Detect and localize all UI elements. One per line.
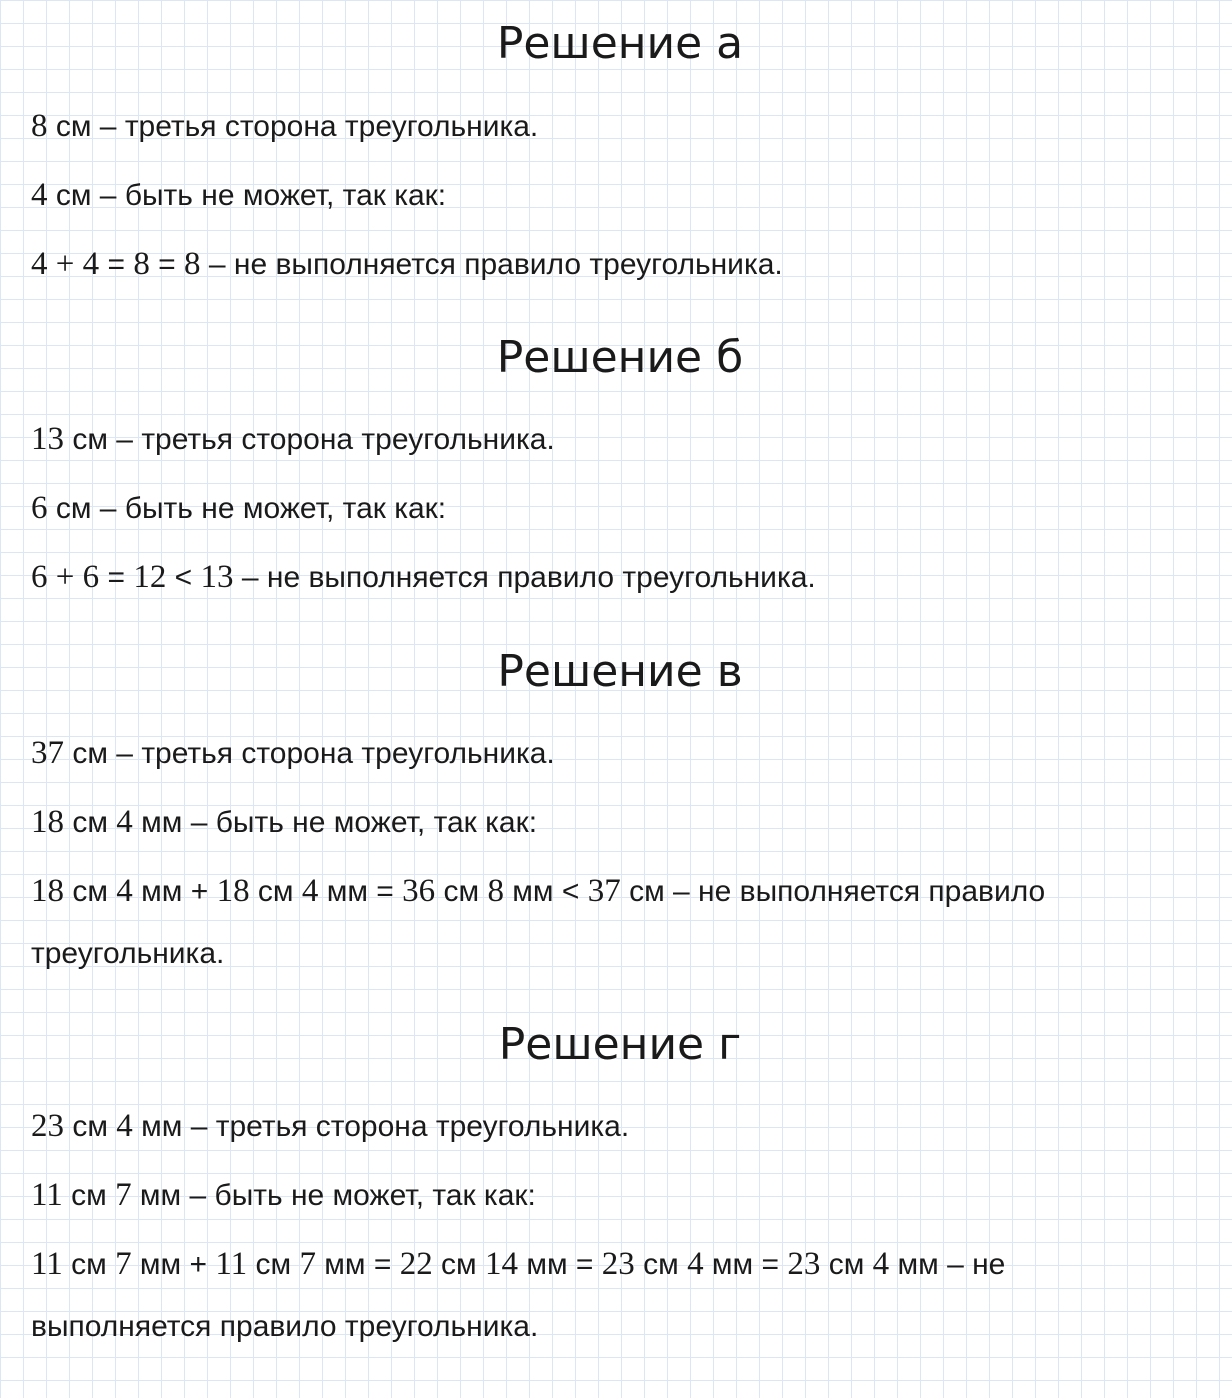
math-number: 12	[133, 559, 167, 595]
line-text: мм =	[703, 1248, 788, 1281]
section-v-line-4	[31, 939, 224, 969]
line-text: см	[64, 806, 117, 839]
line-text: см	[64, 1110, 117, 1143]
section-v-line-2	[31, 806, 537, 839]
section-v-line-1	[31, 737, 555, 770]
math-number: 8	[31, 108, 48, 144]
line-text: см – третья сторона треугольника.	[64, 737, 555, 770]
section-g-line-4	[31, 1312, 538, 1342]
section-b-line-3	[31, 561, 816, 594]
line-text: см	[249, 875, 302, 908]
math-number: 37	[31, 735, 64, 771]
math-number: 11	[215, 1246, 248, 1282]
line-text: мм +	[132, 875, 217, 908]
line-text: мм – не	[889, 1248, 1006, 1281]
line-text: =	[99, 248, 134, 281]
math-number: 4	[31, 177, 48, 213]
math-number: 4	[872, 1246, 890, 1282]
math-number: 6	[31, 490, 48, 526]
line-text: мм =	[315, 1248, 400, 1281]
section-b-line-1	[31, 423, 555, 456]
math-number: 23	[787, 1246, 821, 1282]
math-number: 13	[31, 421, 64, 457]
line-text: см	[247, 1248, 300, 1281]
math-number: 4	[116, 1108, 133, 1144]
math-number: 7	[299, 1246, 316, 1282]
line-text: см	[432, 1248, 486, 1281]
line-text: см – третья сторона треугольника.	[47, 110, 539, 143]
math-number: 18	[31, 873, 64, 909]
line-text: – не выполняется правило треугольника.	[233, 561, 816, 594]
section-title-a: Решение а	[496, 18, 744, 69]
line-text: см	[820, 1248, 873, 1281]
line-text: см	[64, 875, 117, 908]
math-number: 8	[487, 873, 504, 909]
line-text: мм =	[318, 875, 403, 908]
math-number: 23	[601, 1246, 635, 1282]
math-number: 18	[31, 804, 64, 840]
section-g-line-2	[31, 1179, 536, 1212]
line-text: см – не выполняется правило	[620, 875, 1046, 908]
math-number: 4	[687, 1246, 704, 1282]
math-number: 4	[116, 804, 133, 840]
line-text: см – третья сторона треугольника.	[64, 423, 555, 456]
math-number: 22	[399, 1246, 433, 1282]
math-number: 4 + 4	[31, 246, 100, 282]
line-text: см	[634, 1248, 688, 1281]
math-number: 6 + 6	[31, 559, 100, 595]
section-a-line-2	[31, 179, 446, 212]
math-number: 11	[31, 1177, 63, 1213]
math-number: 36	[402, 873, 436, 909]
line-text: см – быть не может, так как:	[47, 492, 447, 525]
math-number: 4	[301, 873, 319, 909]
section-v-line-3	[31, 875, 1045, 908]
line-text: <	[166, 561, 201, 594]
section-a-line-1	[31, 110, 538, 143]
line-text: мм <	[503, 875, 588, 908]
math-number: 23	[31, 1108, 64, 1144]
line-text: см – быть не может, так как:	[47, 179, 447, 212]
math-number: 8	[133, 246, 150, 282]
section-title-g: Решение г	[498, 1019, 742, 1070]
line-text: мм +	[131, 1248, 216, 1281]
section-a-line-3	[31, 248, 783, 281]
math-number: 13	[200, 559, 234, 595]
line-text: см	[62, 1248, 116, 1281]
line-text: мм =	[518, 1248, 602, 1281]
section-title-v: Решение в	[497, 646, 743, 697]
line-text: выполняется правило треугольника.	[31, 1310, 539, 1343]
math-number: 7	[115, 1177, 132, 1213]
line-text: =	[99, 561, 134, 594]
math-number: 18	[216, 873, 250, 909]
math-number: 8	[184, 246, 201, 282]
math-number: 37	[587, 873, 621, 909]
line-text: мм – быть не может, так как:	[131, 1179, 536, 1212]
section-g-line-3	[31, 1248, 1005, 1281]
math-number: 4	[116, 873, 133, 909]
section-g-line-1	[31, 1110, 629, 1143]
line-text: см	[435, 875, 488, 908]
math-number: 11	[31, 1246, 63, 1282]
section-title-b: Решение б	[496, 332, 744, 383]
section-b-line-2	[31, 492, 446, 525]
line-text: =	[149, 248, 185, 281]
math-number: 7	[115, 1246, 132, 1282]
line-text: треугольника.	[31, 937, 225, 970]
line-text: мм – третья сторона треугольника.	[132, 1110, 630, 1143]
line-text: см	[62, 1179, 116, 1212]
line-text: – не выполняется правило треугольника.	[200, 248, 783, 281]
math-number: 14	[485, 1246, 519, 1282]
line-text: мм – быть не может, так как:	[132, 806, 538, 839]
